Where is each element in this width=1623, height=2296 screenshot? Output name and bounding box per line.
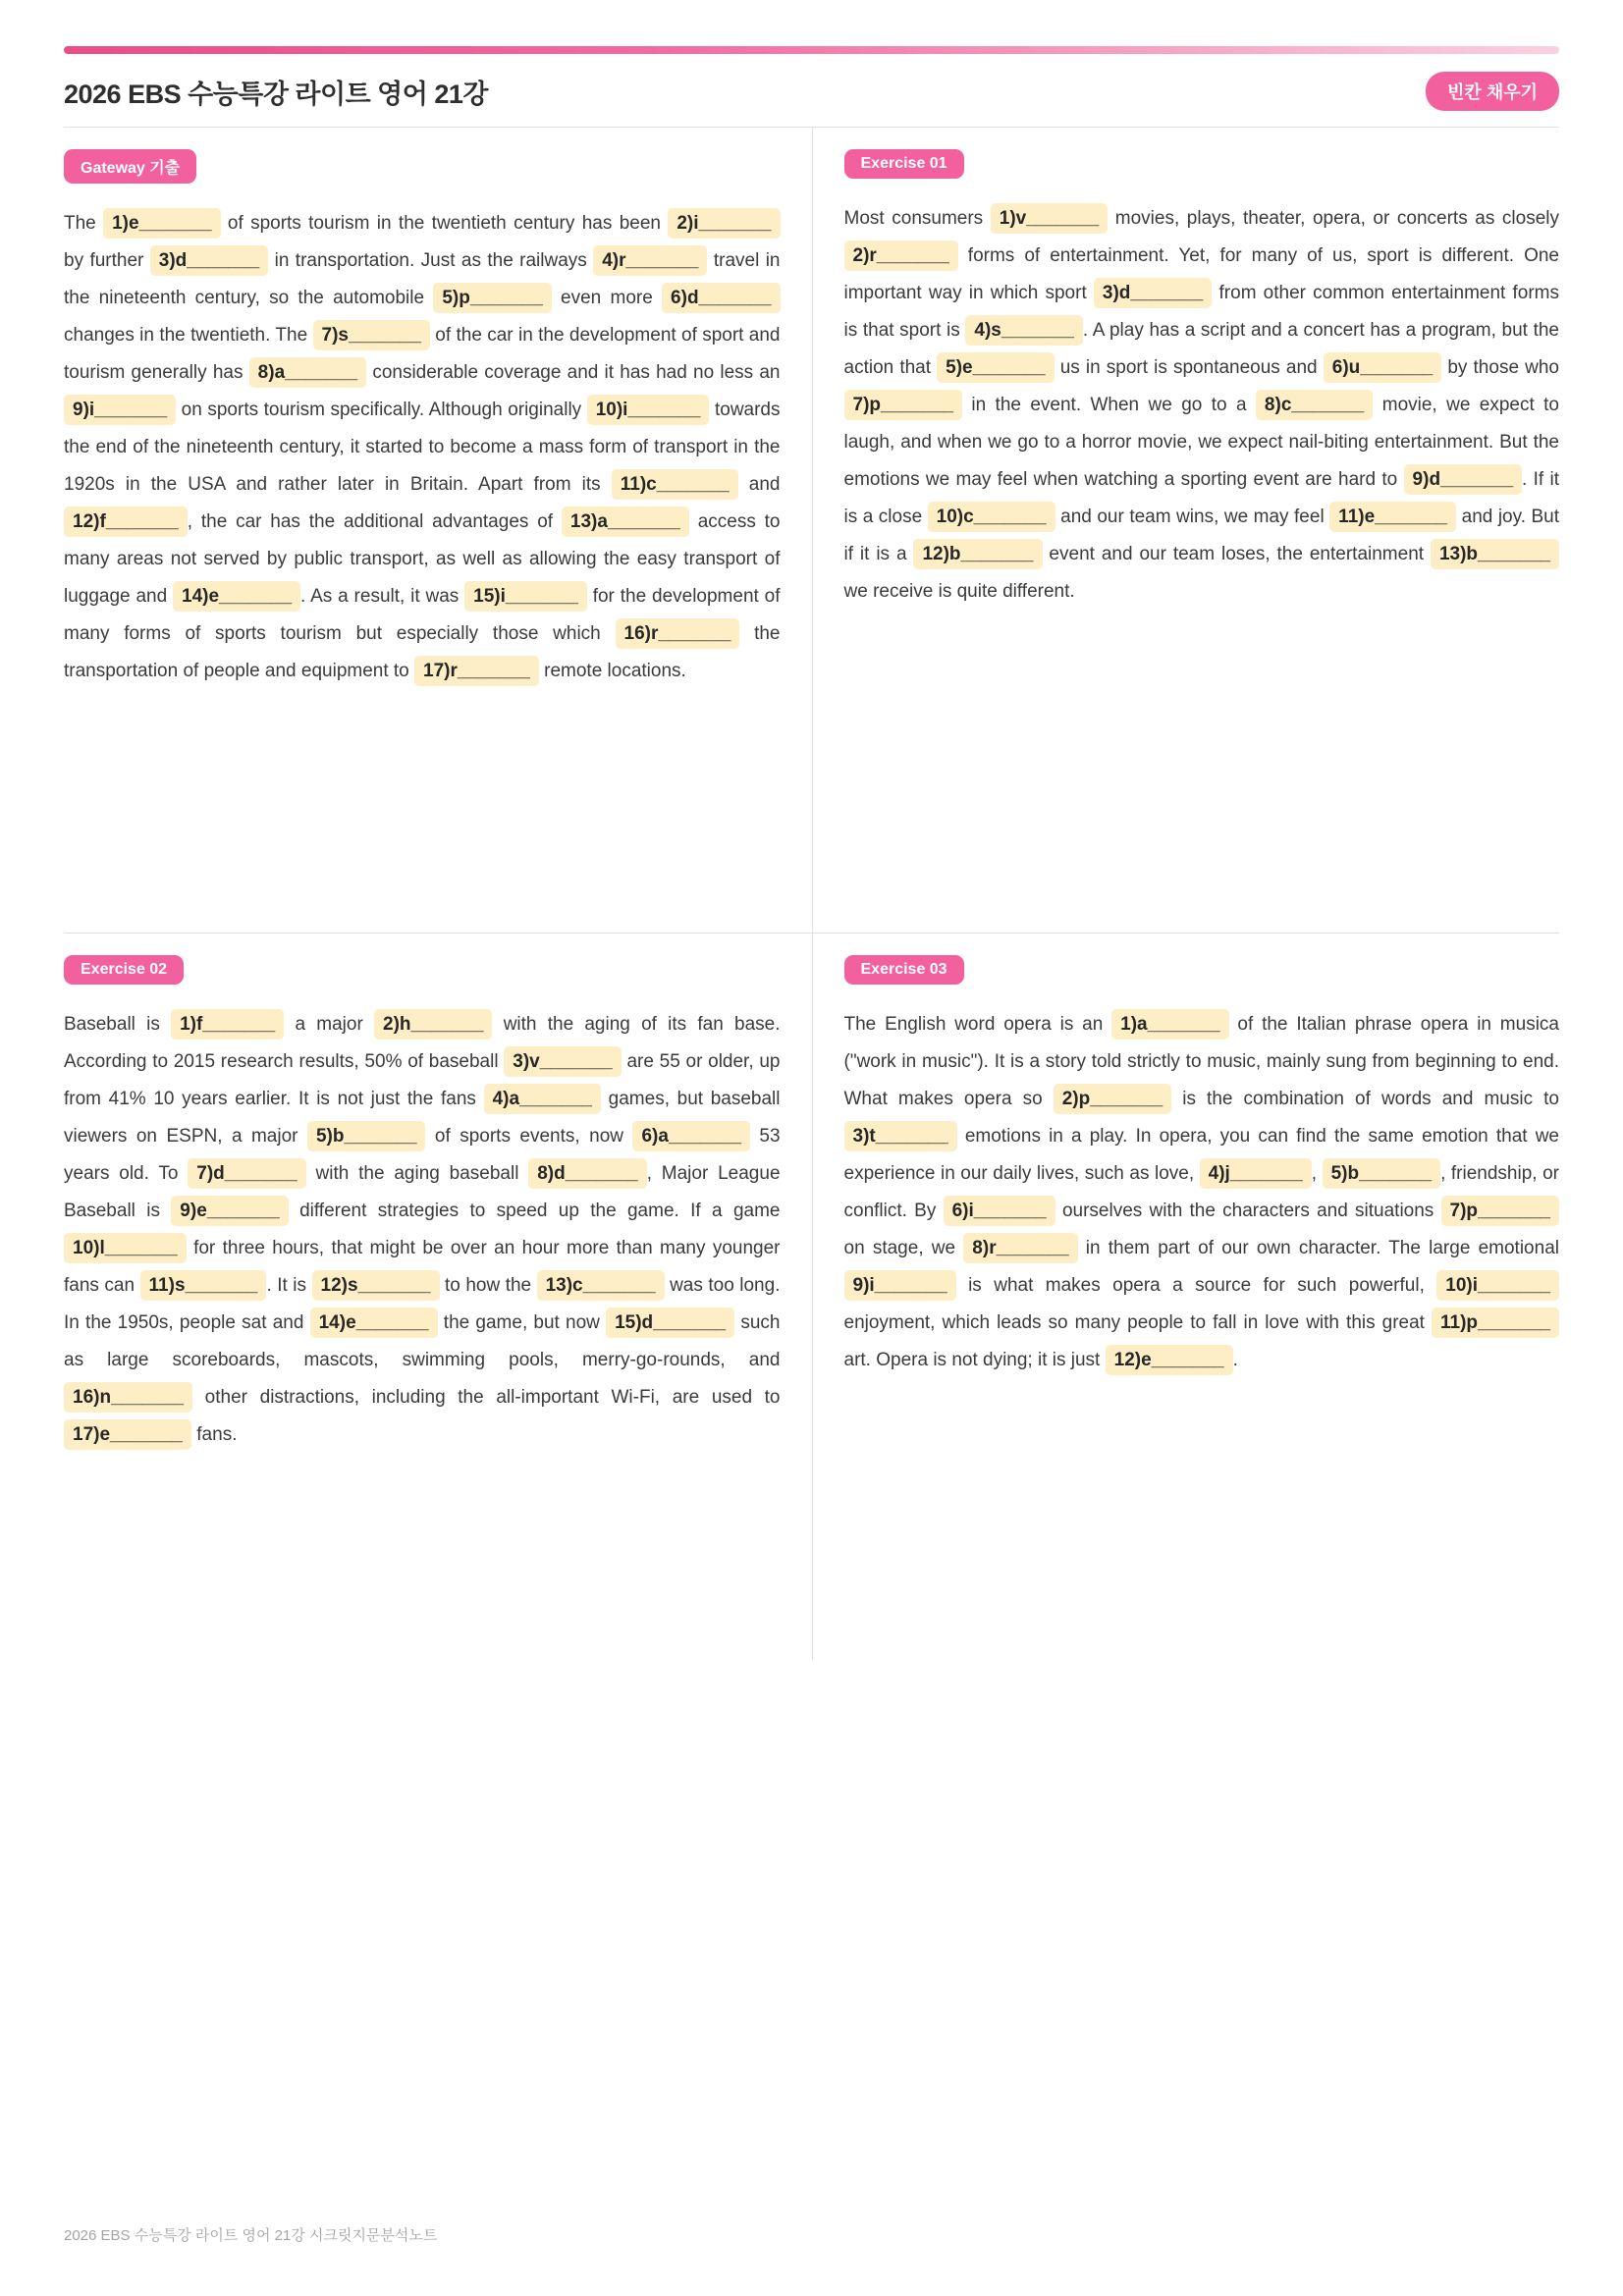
fill-in-blank: 9)i_______ xyxy=(64,395,176,425)
fill-in-blank: 9)e_______ xyxy=(171,1196,288,1226)
fill-in-blank: 5)b_______ xyxy=(307,1121,425,1151)
page-title: 2026 EBS 수능특강 라이트 영어 21강 xyxy=(64,79,488,109)
section-badge-exercise-02: Exercise 02 xyxy=(64,955,184,985)
fill-in-blank: 6)d_______ xyxy=(662,283,780,313)
fill-in-blank: 3)d_______ xyxy=(150,245,268,276)
fill-in-blank: 7)p_______ xyxy=(844,390,962,420)
content-row-2 xyxy=(64,933,1559,1660)
passage-gateway: The 1)e_______ of sports tourism in the twentieth century has been 2)i_______ by further 3)d_______ in transportation. Just as the railways 4)r_______ travel in the nineteenth century, so the automobile 5)p_______ even more 6)d_______ changes in the twentieth. The 7)s_______ of the car in the development of sport and tourism generally has 8)a_______ considerable coverage and it has had no less an 9)i_______ on sports tourism specifically. Although originally 10)i_______ towards the end of the nineteenth century, it started to become a mass form of transport in the 1920s in the USA and rather later in Britain. Apart from its 11)c_______ and 12)f_______ , the car has the additional advantages of 13)a_______ access to many areas not served by public transport, as well as allowing the easy transport of luggage and 14)e_______ . As a result, it was 15)i_______ for the development of many forms of sports tourism but especially those which 16)r_______ the transportation of people and equipment to 17)r_______ remote locations. xyxy=(64,205,781,690)
footer-text: 2026 EBS 수능특강 라이트 영어 21강 시크릿지문분석노트 xyxy=(64,2227,438,2244)
fill-in-blank: 16)n_______ xyxy=(64,1382,192,1413)
fill-in-blank: 4)r_______ xyxy=(593,245,707,276)
fill-in-blank: 3)t_______ xyxy=(844,1121,957,1151)
section-badge-exercise-01: Exercise 01 xyxy=(844,149,964,179)
fill-in-blank: 8)c_______ xyxy=(1256,390,1373,420)
section-exercise-02 xyxy=(64,934,812,1660)
fill-in-blank: 11)c_______ xyxy=(612,469,738,500)
fill-in-blank: 2)h_______ xyxy=(374,1009,492,1040)
fill-in-blank: 15)d_______ xyxy=(606,1308,734,1338)
section-badge-exercise-03: Exercise 03 xyxy=(844,955,964,985)
fill-in-blank: 1)e_______ xyxy=(103,208,220,239)
fill-in-blank: 12)b_______ xyxy=(913,539,1042,569)
fill-in-blank: 4)j_______ xyxy=(1200,1158,1312,1189)
fill-in-blank: 11)e_______ xyxy=(1329,502,1456,532)
fill-in-blank: 5)b_______ xyxy=(1323,1158,1440,1189)
fill-in-blank: 1)v_______ xyxy=(991,203,1108,234)
fill-in-blank: 13)a_______ xyxy=(562,507,689,537)
fill-in-blank: 9)i_______ xyxy=(844,1270,956,1301)
fill-in-blank: 9)d_______ xyxy=(1404,464,1522,495)
fill-in-blank: 5)p_______ xyxy=(433,283,551,313)
fill-in-blank: 2)p_______ xyxy=(1054,1084,1171,1114)
fill-in-blank: 6)a_______ xyxy=(632,1121,749,1151)
fill-in-blank: 1)f_______ xyxy=(171,1009,284,1040)
fill-in-blank: 10)i_______ xyxy=(587,395,710,425)
fill-in-blank: 11)s_______ xyxy=(140,1270,267,1301)
fill-in-blank: 16)r_______ xyxy=(616,618,740,649)
fill-in-blank: 10)c_______ xyxy=(928,502,1055,532)
fill-in-blank: 3)v_______ xyxy=(504,1046,621,1077)
fill-in-blank: 4)s_______ xyxy=(965,315,1082,346)
fill-in-blank: 2)r_______ xyxy=(844,240,958,271)
fill-in-blank: 7)p_______ xyxy=(1441,1196,1559,1226)
fill-in-blank: 3)d_______ xyxy=(1094,278,1212,308)
content-row-1 xyxy=(64,128,1559,933)
fill-in-blank: 8)a_______ xyxy=(249,357,366,388)
fill-in-blank: 15)i_______ xyxy=(464,581,587,612)
section-gateway xyxy=(64,128,812,933)
header xyxy=(64,72,1559,128)
fill-in-blank: 6)u_______ xyxy=(1324,352,1441,383)
fill-in-blank: 10)l_______ xyxy=(64,1233,187,1263)
fill-in-blank: 1)a_______ xyxy=(1111,1009,1228,1040)
fill-in-blank: 14)e_______ xyxy=(173,581,300,612)
fill-in-blank: 10)i_______ xyxy=(1436,1270,1559,1301)
fill-in-blank: 17)e_______ xyxy=(64,1419,191,1450)
passage-exercise-02: Baseball is 1)f_______ a major 2)h_______ with the aging of its fan base. According to 2015 research results, 50% of baseball 3)v_______ are 55 or older, up from 41% 10 years earlier. It is not just the fans 4)a_______ games, but baseball viewers on ESPN, a major 5)b_______ of sports events, now 6)a_______ 53 years old. To 7)d_______ with the aging baseball 8)d_______ , Major League Baseball is 9)e_______ different strategies to speed up the game. If a game 10)l_______ for three hours, that might be over an hour more than many younger fans can 11)s_______ . It is 12)s_______ to how the 13)c_______ was too long. In the 1950s, people sat and 14)e_______ the game, but now 15)d_______ such as large scoreboards, mascots, swimming pools, merry-go-rounds, and 16)n_______ other distractions, including the all-important Wi-Fi, are used to 17)e_______ fans. xyxy=(64,1006,781,1454)
top-accent-bar xyxy=(64,46,1559,54)
fill-in-blank: 5)e_______ xyxy=(937,352,1054,383)
section-exercise-03 xyxy=(812,934,1560,1660)
fill-in-blank: 12)s_______ xyxy=(312,1270,440,1301)
section-exercise-01 xyxy=(812,128,1560,933)
fill-in-blank: 8)d_______ xyxy=(528,1158,646,1189)
passage-exercise-01: Most consumers 1)v_______ movies, plays, theater, opera, or concerts as closely 2)r_______ forms of entertainment. Yet, for many of us, sport is different. One important way in which sport 3)d_______ from other common entertainment forms is that sport is 4)s_______ . A play has a script and a concert has a program, but the action that 5)e_______ us in sport is spontaneous and 6)u_______ by those who 7)p_______ in the event. When we go to a 8)c_______ movie, we expect to laugh, and when we go to a horror movie, we expect nail-biting entertainment. But the emotions we may feel when watching a sporting event are hard to 9)d_______ . If it is a close 10)c_______ and our team wins, we may feel 11)e_______ and joy. But if it is a 12)b_______ event and our team loses, the entertainment 13)b_______ we receive is quite different. xyxy=(844,200,1560,611)
fill-in-blank: 12)e_______ xyxy=(1106,1345,1233,1375)
section-badge-gateway: Gateway 기출 xyxy=(64,149,196,184)
fill-in-blank: 17)r_______ xyxy=(414,656,539,686)
worksheet-type-badge: 빈칸 채우기 xyxy=(1426,72,1559,111)
fill-in-blank: 7)d_______ xyxy=(188,1158,305,1189)
fill-in-blank: 8)r_______ xyxy=(963,1233,1077,1263)
fill-in-blank: 13)b_______ xyxy=(1431,539,1559,569)
fill-in-blank: 6)i_______ xyxy=(944,1196,1055,1226)
fill-in-blank: 4)a_______ xyxy=(484,1084,601,1114)
fill-in-blank: 7)s_______ xyxy=(313,320,430,350)
fill-in-blank: 14)e_______ xyxy=(310,1308,438,1338)
passage-exercise-03: The English word opera is an 1)a_______ of the Italian phrase opera in musica ("work in music"). It is a story told strictly to music, mainly sung from beginning to end. What makes opera so 2)p_______ is the combination of words and music to 3)t_______ emotions in a play. In opera, you can find the same emotion that we experience in our daily lives, such as love, 4)j_______ , 5)b_______ , friendship, or conflict. By 6)i_______ ourselves with the characters and situations 7)p_______ on stage, we 8)r_______ in them part of our own character. The large emotional 9)i_______ is what makes opera a source for such powerful, 10)i_______ enjoyment, which leads so many people to fall in love with this great 11)p_______ art. Opera is not dying; it is just 12)e_______ . xyxy=(844,1006,1560,1379)
fill-in-blank: 2)i_______ xyxy=(668,208,780,239)
fill-in-blank: 11)p_______ xyxy=(1432,1308,1559,1338)
fill-in-blank: 12)f_______ xyxy=(64,507,188,537)
fill-in-blank: 13)c_______ xyxy=(537,1270,665,1301)
